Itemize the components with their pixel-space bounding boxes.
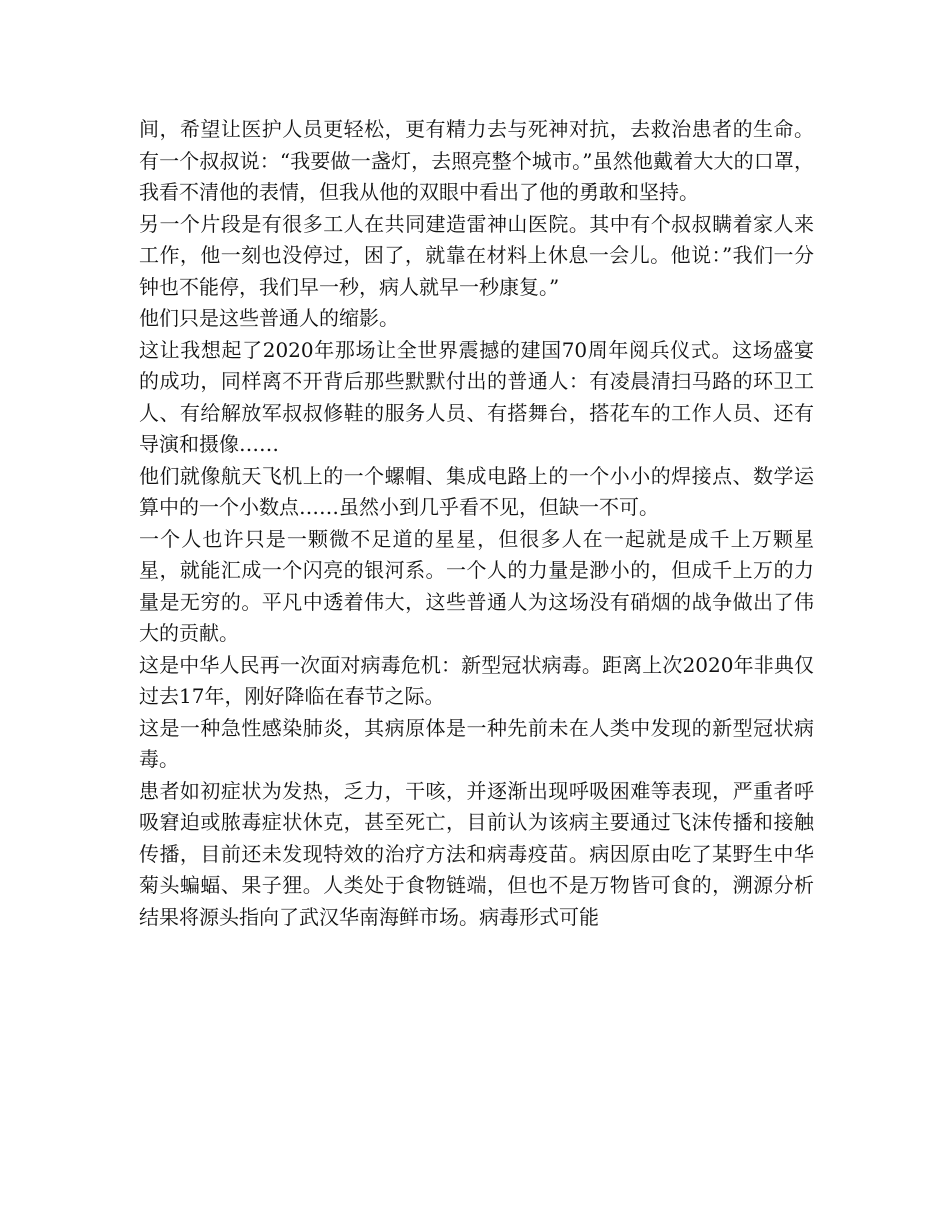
paragraph-1: 间，希望让医护人员更轻松，更有精力去与死神对抗，去救治患者的生命。有一个叔叔说：“我要做一盏灯，去照亮整个城市。”虽然他戴着大大的口罩，我看不清他的表情，但我从他的双眼中看出了他的勇敢和坚持。	[139, 117, 814, 204]
paragraph-3: 他们只是这些普通人的缩影。	[139, 306, 399, 330]
paragraph-6: 一个人也许只是一颗微不足道的星星，但很多人在一起就是成千上万颗星星，就能汇成一个闪亮的银河系。一个人的力量是渺小的，但成千上万的力量是无穷的。平凡中透着伟大，这些普通人为这场没有硝烟的战争做出了伟大的贡献。	[139, 526, 814, 645]
paragraph-9: 患者如初症状为发热，乏力，干咳，并逐渐出现呼吸困难等表现，严重者呼吸窘迫或脓毒症状休克，甚至死亡，目前认为该病主要通过飞沫传播和接触传播，目前还未发现特效的治疗方法和病毒疫苗。病因原由吃了某野生中华菊头蝙蝠、果子狸。人类处于食物链端，但也不是万物皆可食的，溯源分析结果将源头指向了武汉华南海鲜市场。病毒形式可能	[139, 778, 814, 929]
paragraph-8: 这是一种急性感染肺炎，其病原体是一种先前未在人类中发现的新型冠状病毒。	[139, 715, 814, 771]
paragraph-2: 另一个片段是有很多工人在共同建造雷神山医院。其中有个叔叔瞒着家人来工作，他一刻也没停过，困了，就靠在材料上休息一会儿。他说：”我们一分钟也不能停，我们早一秒，病人就早一秒康复。”	[139, 211, 814, 299]
paragraph-4: 这让我想起了2020年那场让全世界震撼的建国70周年阅兵仪式。这场盛宴的成功，同样离不开背后那些默默付出的普通人：有凌晨清扫马路的环卫工人、有给解放军叔叔修鞋的服务人员、有搭舞台，搭花车的工作人员、还有导演和摄像……	[139, 337, 814, 456]
document-body	[139, 114, 814, 933]
paragraph-5: 他们就像航天飞机上的一个螺帽、集成电路上的一个小小的焊接点、数学运算中的一个小数点……虽然小到几乎看不见，但缺一不可。	[139, 463, 814, 519]
paragraph-7: 这是中华人民再一次面对病毒危机：新型冠状病毒。距离上次2020年非典仅过去17年，刚好降临在春节之际。	[139, 652, 814, 708]
